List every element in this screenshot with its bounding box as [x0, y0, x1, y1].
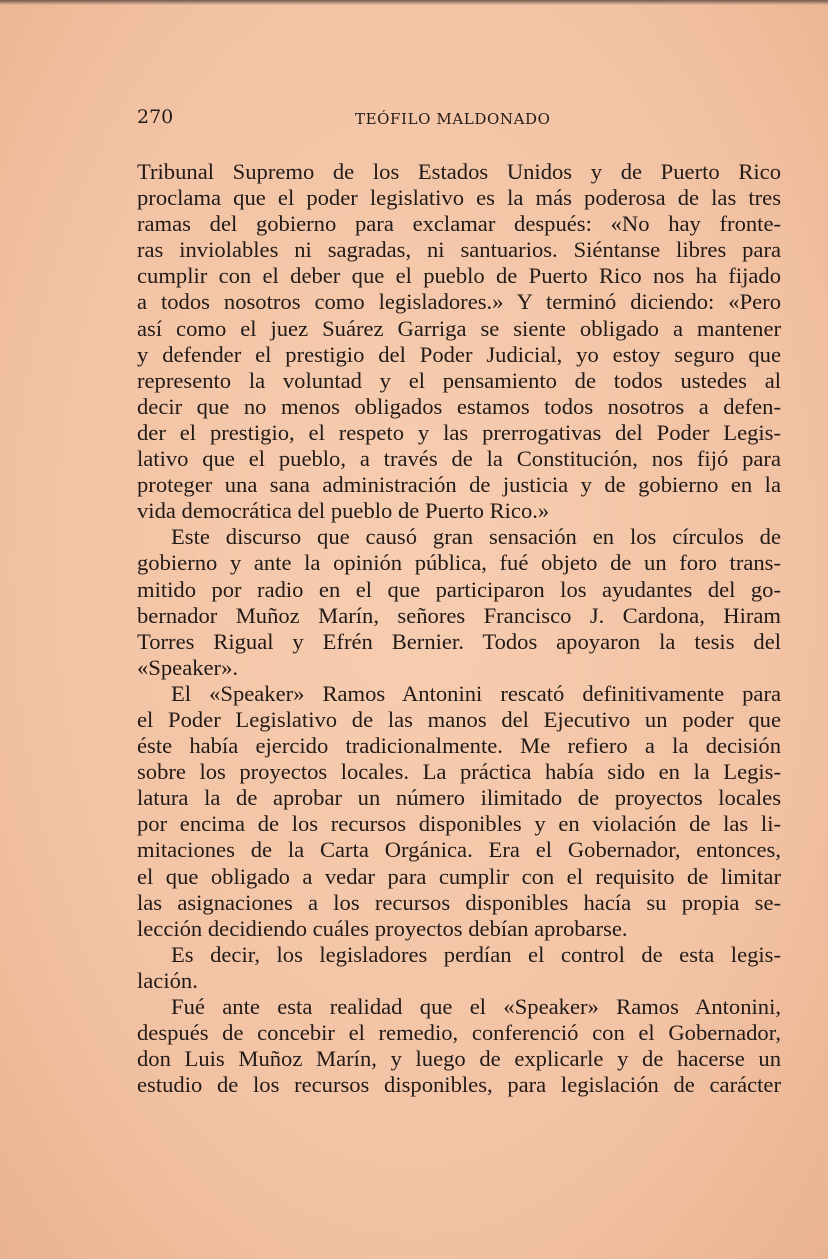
- text-line: así como el juez Suárez Garriga se siente obligado a mantener: [137, 315, 781, 341]
- text-line: éste había ejercido tradicionalmente. Me refiero a la decisión: [137, 733, 781, 759]
- paragraph: [137, 159, 781, 524]
- text-line: lativo que el pueblo, a través de la Constitución, nos fijó para: [137, 446, 781, 472]
- text-line: vida democrática del pueblo de Puerto Rico.»: [137, 498, 550, 524]
- text-line: Este discurso que causó gran sensación en los círculos de: [171, 524, 781, 550]
- text-line: El «Speaker» Ramos Antonini rescató definitivamente para: [171, 680, 781, 706]
- text-line: Es decir, los legisladores perdían el control de esta legis-: [171, 941, 781, 967]
- text-line: por encima de los recursos disponibles y en violación de las li-: [137, 811, 781, 837]
- text-line: lación.: [137, 967, 198, 993]
- text-line: a todos nosotros como legisladores.» Y terminó diciendo: «Pero: [137, 289, 781, 315]
- page-top-edge: [0, 0, 828, 5]
- paragraph: [137, 681, 781, 942]
- text-line: decir que no menos obligados estamos todos nosotros a defen-: [137, 393, 781, 419]
- text-line: gobierno y ante la opinión pública, fué objeto de un foro trans-: [137, 550, 781, 576]
- text-line: der el prestigio, el respeto y las prerrogativas del Poder Legis-: [137, 419, 781, 445]
- text-line: sobre los proyectos locales. La práctica había sido en la Legis-: [137, 759, 781, 785]
- text-line: estudio de los recursos disponibles, para legislación de carácter: [137, 1072, 781, 1098]
- text-line: don Luis Muñoz Marín, y luego de explicarle y de hacerse un: [137, 1046, 781, 1072]
- text-line: proteger una sana administración de justicia y de gobierno en la: [137, 472, 781, 498]
- text-line: cumplir con el deber que el pueblo de Puerto Rico nos ha fijado: [137, 263, 781, 289]
- body-text: [137, 159, 781, 1098]
- text-line: ramas del gobierno para exclamar después: «No hay fronte-: [137, 211, 781, 237]
- text-line: Tribunal Supremo de los Estados Unidos y de Puerto Rico: [137, 159, 781, 184]
- text-line: «Speaker».: [137, 654, 239, 680]
- text-line: mitaciones de la Carta Orgánica. Era el Gobernador, entonces,: [137, 837, 781, 863]
- text-line: el Poder Legislativo de las manos del Ejecutivo un poder que: [137, 706, 781, 732]
- text-line: el que obligado a vedar para cumplir con el requisito de limitar: [137, 863, 781, 889]
- text-line: Torres Rigual y Efrén Bernier. Todos apoyaron la tesis del: [137, 628, 781, 654]
- paragraph: [137, 524, 781, 681]
- text-line: y defender el prestigio del Poder Judicial, yo estoy seguro que: [137, 341, 781, 367]
- text-line: después de concebir el remedio, conferenció con el Gobernador,: [137, 1020, 781, 1046]
- text-line: las asignaciones a los recursos disponibles hacía su propia se-: [137, 889, 781, 915]
- text-line: latura la de aprobar un número ilimitado de proyectos locales: [137, 785, 781, 811]
- text-line: ras inviolables ni sagradas, ni santuarios. Siéntanse libres para: [137, 237, 781, 263]
- text-line: proclama que el poder legislativo es la más poderosa de las tres: [137, 185, 781, 211]
- paragraph: [137, 994, 781, 1098]
- text-line: represento la voluntad y el pensamiento de todos ustedes al: [137, 367, 781, 393]
- page-number: 270: [137, 106, 174, 128]
- running-title: TEÓFILO MALDONADO: [355, 110, 551, 128]
- text-line: mitido por radio en el que participaron los ayudantes del go-: [137, 576, 781, 602]
- text-line: bernador Muñoz Marín, señores Francisco J. Cardona, Hiram: [137, 602, 781, 628]
- text-line: Fué ante esta realidad que el «Speaker» Ramos Antonini,: [171, 994, 781, 1019]
- text-line: lección decidiendo cuáles proyectos debían aprobarse.: [137, 915, 628, 941]
- paragraph: [137, 942, 781, 994]
- running-head: [137, 104, 789, 134]
